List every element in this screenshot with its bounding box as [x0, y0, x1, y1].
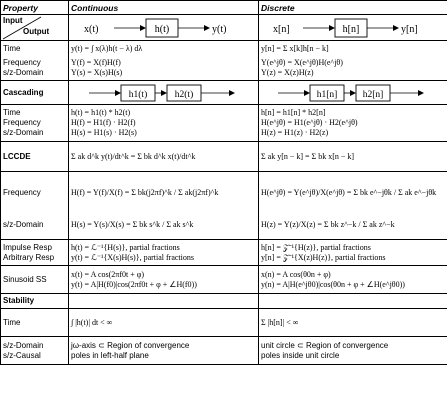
cascading-discrete-formulas [259, 105, 447, 142]
continuous-s-domain-formula: Y(s) = X(s)H(s) [71, 67, 123, 77]
label-sz-domain: s/z-Domain [3, 67, 44, 77]
continuous-convolution-formula: y(t) = ∫ x(λ)h(t − λ) dλ [71, 43, 143, 53]
continuous-arbitrary-response: y(t) = ℒ⁻¹{X(s)H(s)}, partial fractions [71, 252, 194, 262]
stability-continuous-empty [69, 294, 259, 309]
label-cascade-frequency: Frequency [3, 118, 41, 127]
cascade-d-block-2-label: h2[n] [362, 89, 384, 100]
stability-discrete-time: Σ |h[n]| < ∞ [259, 309, 447, 337]
label-sinusoid-ss: Sinusoid SS [1, 266, 69, 294]
cascade-c-mid-arrowhead-icon [161, 90, 167, 96]
cascade-continuous-time-formula: h(t) = h1(t) * h2(t) [71, 108, 131, 117]
lccde-transfer-row [1, 172, 447, 240]
discrete-impulse-response: h[n] = 𝒵⁻¹{H(z)}, partial fractions [261, 242, 371, 252]
io-discrete-diagram-cell [259, 15, 447, 41]
io-continuous-formulas [69, 41, 259, 81]
lccde-discrete-transfer [259, 172, 447, 240]
cascade-d-mid-arrowhead-icon [350, 90, 356, 96]
discrete-output-label: y[n] [401, 23, 418, 35]
discrete-input-arrowhead-icon [329, 25, 335, 31]
stability-continuous-domain [69, 337, 259, 365]
continuous-causal-condition: poles in left-half plane [71, 350, 149, 360]
discrete-cascade-diagram [268, 83, 438, 103]
discrete-sinusoid-output: y(n) = A|H(e^jθ0)|cos(θ0n + φ + ∠H(e^jθ0)) [261, 279, 405, 289]
input-label: Input [3, 16, 23, 25]
cascade-c-block-2-label: h2(t) [174, 89, 193, 100]
lccde-continuous-frequency-response: H(f) = Y(f)/X(f) = Σ bk(j2πf)^k / Σ ak(j2πf)^k [71, 187, 219, 197]
continuous-output-label: y(t) [211, 23, 226, 35]
cascading-continuous-diagram-cell [69, 81, 259, 105]
cascading-formula-labels [1, 105, 69, 142]
response-continuous-formulas [69, 240, 259, 266]
cascade-discrete-frequency-formula: H(e^jθ) = H1(e^jθ) · H2(e^jθ) [261, 118, 358, 127]
continuous-system-label: h(t) [154, 23, 169, 35]
label-cascade-time: Time [3, 108, 21, 117]
continuous-frequency-formula: Y(f) = X(f)H(f) [71, 57, 121, 67]
cascade-c-out-arrowhead-icon [229, 90, 235, 96]
stability-domain-row [1, 337, 447, 365]
discrete-system-label: h[n] [342, 23, 360, 35]
continuous-roc-condition: jω-axis ⊂ Region of convergence [71, 340, 190, 350]
stability-row [1, 294, 447, 309]
continuous-impulse-response: h(t) = ℒ⁻¹{H(s)}, partial fractions [71, 242, 180, 252]
cascading-row [1, 81, 447, 105]
cascade-c-block-1-label: h1(t) [128, 89, 147, 100]
continuous-system-block-diagram [84, 17, 244, 39]
discrete-causal-condition: poles inside unit circle [261, 350, 340, 360]
header-property: Property [1, 1, 69, 15]
io-discrete-formulas [259, 41, 447, 81]
discrete-sinusoid-input: x(n) = A cos(θ0n + φ) [261, 269, 331, 279]
label-arbitrary-response: Arbitrary Resp [3, 252, 55, 262]
header-discrete: Discrete [259, 1, 447, 15]
lccde-discrete-formula: Σ ak y[n − k] = Σ bk x[n − k] [259, 142, 447, 172]
discrete-z-domain-formula: Y(z) = X(z)H(z) [261, 67, 314, 77]
response-labels [1, 240, 69, 266]
label-impulse-response: Impulse Resp [3, 242, 52, 252]
cascade-d-in-arrowhead-icon [304, 90, 310, 96]
io-continuous-diagram-cell [69, 15, 259, 41]
response-row [1, 240, 447, 266]
io-label-cell [1, 15, 69, 41]
continuous-sinusoid-output: y(t) = A|H(f0)|cos(2πf0t + φ + ∠H(f0)) [71, 279, 197, 289]
label-cascade-sz-domain: s/z-Domain [3, 128, 44, 137]
label-time: Time [3, 43, 21, 53]
cascade-discrete-time-formula: h[n] = h1[n] * h2[n] [261, 108, 326, 117]
discrete-arbitrary-response: y[n] = 𝒵⁻¹{X(z)H(z)}, partial fractions [261, 252, 386, 262]
response-discrete-formulas [259, 240, 447, 266]
stability-discrete-empty [259, 294, 447, 309]
cascading-discrete-diagram-cell [259, 81, 447, 105]
label-lccde: LCCDE [1, 142, 69, 172]
continuous-sinusoid-input: x(t) = A cos(2πf0t + φ) [71, 269, 145, 279]
label-stability-time: Time [1, 309, 69, 337]
label-cascading: Cascading [1, 81, 69, 105]
stability-domain-labels [1, 337, 69, 365]
stability-time-row [1, 309, 447, 337]
io-row [1, 15, 447, 41]
header-continuous: Continuous [69, 1, 259, 15]
sinusoid-row [1, 266, 447, 294]
lccde-discrete-z-transfer: H(z) = Y(z)/X(z) = Σ bk z^−k / Σ ak z^−k [261, 219, 395, 229]
label-frequency: Frequency [3, 57, 41, 67]
lccde-row [1, 142, 447, 172]
stability-discrete-domain [259, 337, 447, 365]
io-formulas-row [1, 41, 447, 81]
sinusoid-continuous-formulas [69, 266, 259, 294]
continuous-cascade-diagram [79, 83, 249, 103]
continuous-input-label: x(t) [83, 23, 98, 35]
label-stability: Stability [1, 294, 69, 309]
continuous-output-arrowhead-icon [204, 25, 210, 31]
discrete-convolution-formula: y[n] = Σ x[k]h[n − k] [261, 43, 329, 53]
cascade-c-in-arrowhead-icon [115, 90, 121, 96]
cascade-discrete-z-formula: H(z) = H1(z) · H2(z) [261, 128, 329, 137]
lccde-discrete-frequency-response: H(e^jθ) = Y(e^jθ)/X(e^jθ) = Σ bk e^−jθk / Σ ak e^−jθk [261, 187, 437, 197]
discrete-frequency-formula: Y(e^jθ) = X(e^jθ)H(e^jθ) [261, 57, 343, 67]
label-stability-sz-domain: s/z-Domain [3, 340, 44, 350]
continuous-input-arrowhead-icon [140, 25, 146, 31]
cascade-d-block-1-label: h1[n] [316, 89, 338, 100]
discrete-output-arrowhead-icon [393, 25, 399, 31]
label-stability-sz-causal: s/z-Causal [3, 350, 41, 360]
label-lccde-sz-domain: s/z-Domain [3, 219, 44, 229]
sinusoid-discrete-formulas [259, 266, 447, 294]
discrete-system-block-diagram [273, 17, 433, 39]
label-lccde-frequency: Frequency [3, 187, 41, 197]
cascade-continuous-s-formula: H(s) = H1(s) · H2(s) [71, 128, 137, 137]
discrete-input-label: x[n] [273, 23, 290, 35]
output-label: Output [23, 27, 50, 36]
header-row [1, 1, 447, 15]
lccde-transfer-labels [1, 172, 69, 240]
lccde-continuous-s-transfer: H(s) = Y(s)/X(s) = Σ bk s^k / Σ ak s^k [71, 219, 194, 229]
io-formula-labels [1, 41, 69, 81]
lccde-continuous-formula: Σ ak d^k y(t)/dt^k = Σ bk d^k x(t)/dt^k [69, 142, 259, 172]
stability-continuous-time: ∫ |h(t)| dt < ∞ [69, 309, 259, 337]
lccde-continuous-transfer [69, 172, 259, 240]
cascading-continuous-formulas [69, 105, 259, 142]
cascade-continuous-frequency-formula: H(f) = H1(f) · H2(f) [71, 118, 136, 127]
cascade-d-out-arrowhead-icon [418, 90, 424, 96]
discrete-roc-condition: unit circle ⊂ Region of convergence [261, 340, 389, 350]
cascading-formulas-row [1, 105, 447, 142]
